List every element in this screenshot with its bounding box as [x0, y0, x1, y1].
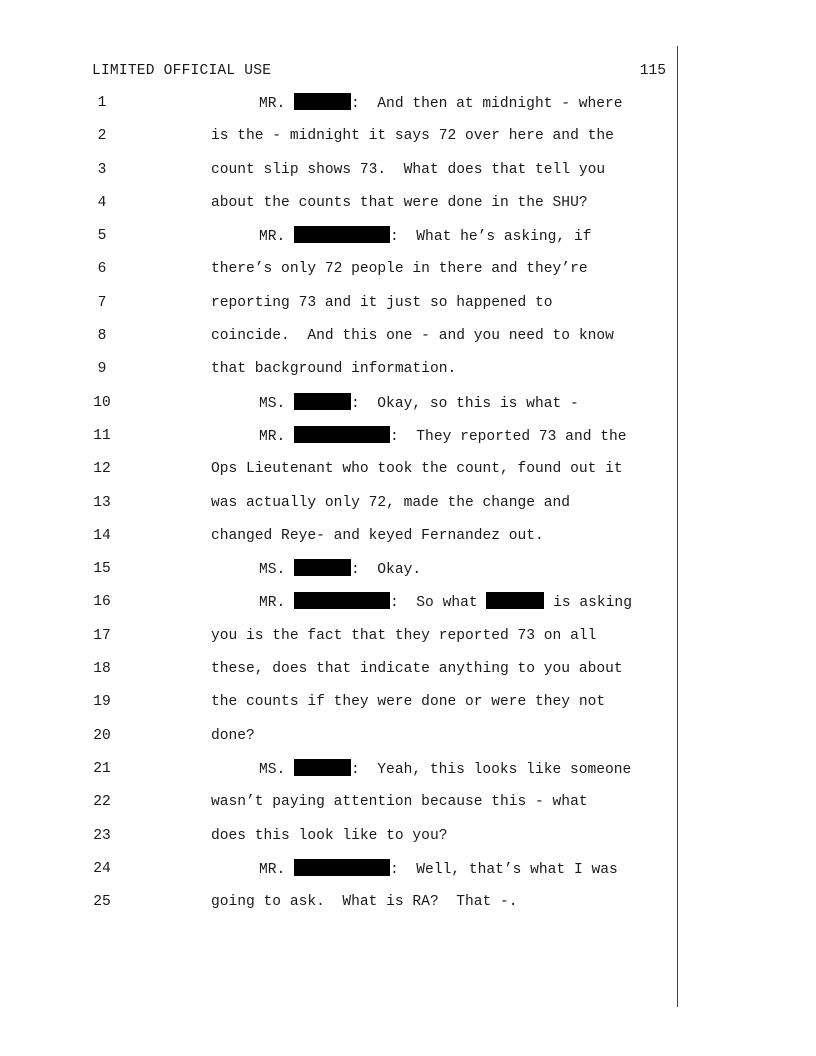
transcript-line — [0, 859, 676, 892]
line-text — [259, 426, 627, 447]
line-number: 11 — [93, 427, 111, 444]
line-number: 22 — [93, 794, 111, 811]
transcript-line — [0, 726, 676, 759]
line-text-segment: done? — [211, 727, 255, 744]
transcript-line — [0, 160, 676, 193]
transcript-line — [0, 193, 676, 226]
line-number: 25 — [93, 894, 111, 911]
line-number: 14 — [93, 527, 111, 544]
line-text — [211, 626, 596, 646]
line-number: 24 — [93, 860, 111, 877]
line-text — [259, 393, 579, 414]
line-text-segment: MS. — [259, 562, 295, 579]
line-text-segment: these, does that indicate anything to you about — [211, 661, 623, 678]
redaction-box — [294, 859, 390, 876]
transcript-line — [0, 493, 676, 526]
line-number: 3 — [97, 161, 107, 178]
transcript-line — [0, 892, 676, 925]
transcript-line — [0, 626, 676, 659]
redaction-box — [486, 592, 544, 609]
transcript-body — [0, 93, 676, 925]
line-text-segment: going to ask. What is RA? That -. — [211, 894, 518, 911]
line-number: 4 — [97, 194, 107, 211]
line-text-segment: MR. — [259, 861, 295, 878]
line-text — [211, 659, 623, 679]
transcript-line — [0, 393, 676, 426]
line-text-segment: you is the fact that they reported 73 on all — [211, 627, 597, 644]
line-text — [259, 226, 591, 247]
transcript-line — [0, 326, 676, 359]
redaction-box — [294, 759, 351, 776]
line-text — [259, 759, 631, 780]
transcript-line — [0, 126, 676, 159]
line-text — [211, 160, 605, 180]
line-text-segment: MR. — [259, 595, 295, 612]
line-text — [211, 792, 588, 812]
line-number: 19 — [93, 694, 111, 711]
line-text-segment: wasn’t paying attention because this - what — [211, 794, 588, 811]
line-text-segment: about the counts that were done in the SHU? — [211, 194, 588, 211]
line-text-segment: reporting 73 and it just so happened to — [211, 294, 553, 311]
line-text-segment: : Okay. — [351, 562, 422, 579]
line-text — [211, 126, 614, 146]
line-text-segment: : They reported 73 and the — [390, 428, 627, 445]
line-text — [211, 193, 588, 213]
redaction-box — [294, 592, 390, 609]
redaction-box — [294, 393, 351, 410]
line-number: 9 — [97, 361, 107, 378]
transcript-line — [0, 792, 676, 825]
redaction-box — [294, 93, 351, 110]
line-text-segment: : Okay, so this is what - — [351, 395, 579, 412]
line-text-segment: there’s only 72 people in there and they’re — [211, 261, 588, 278]
transcript-line — [0, 692, 676, 725]
line-number: 21 — [93, 760, 111, 777]
line-text-segment: Ops Lieutenant who took the count, found out it — [211, 461, 623, 478]
line-text-segment: : Well, that’s what I was — [390, 861, 618, 878]
transcript-line — [0, 293, 676, 326]
line-text-segment: was actually only 72, made the change and — [211, 494, 571, 511]
redaction-box — [294, 559, 351, 576]
line-text-segment: that background information. — [211, 361, 457, 378]
line-text-segment: : So what — [390, 595, 487, 612]
line-number: 16 — [93, 594, 111, 611]
transcript-line — [0, 93, 676, 126]
line-number: 10 — [93, 394, 111, 411]
transcript-line — [0, 226, 676, 259]
line-number: 12 — [93, 461, 111, 478]
redaction-box — [294, 226, 390, 243]
line-text — [211, 826, 447, 846]
transcript-line — [0, 259, 676, 292]
line-text-segment: MR. — [259, 96, 295, 112]
transcript-line — [0, 826, 676, 859]
line-text — [259, 859, 618, 880]
line-text-segment: MS. — [259, 761, 295, 778]
line-number: 7 — [97, 294, 107, 311]
line-text — [211, 259, 588, 279]
page-number: 115 — [639, 63, 666, 79]
line-number: 5 — [97, 228, 107, 245]
line-number: 23 — [93, 827, 111, 844]
transcript-line — [0, 592, 676, 625]
transcript-line — [0, 359, 676, 392]
line-text-segment: : What he’s asking, if — [390, 229, 592, 246]
line-number: 13 — [93, 494, 111, 511]
line-text — [211, 459, 623, 479]
line-text — [211, 326, 614, 346]
line-text — [211, 526, 544, 546]
line-text — [211, 293, 553, 313]
line-text-segment: coincide. And this one - and you need to know — [211, 328, 614, 345]
line-text-segment: count slip shows 73. What does that tell you — [211, 161, 606, 178]
line-text-segment: does this look like to you? — [211, 827, 448, 844]
line-number: 1 — [97, 95, 107, 111]
transcript-line — [0, 459, 676, 492]
line-number: 20 — [93, 727, 111, 744]
transcript-line — [0, 659, 676, 692]
line-text-segment: MR. — [259, 428, 295, 445]
line-text — [211, 726, 255, 746]
line-text-segment: MS. — [259, 395, 295, 412]
line-text — [211, 892, 518, 912]
line-text — [211, 359, 456, 379]
line-text-segment: is the - midnight it says 72 over here and the — [211, 128, 614, 145]
right-margin-rule — [677, 46, 678, 1007]
transcript-line — [0, 759, 676, 792]
line-number: 8 — [97, 328, 107, 345]
line-number: 18 — [93, 661, 111, 678]
line-number: 17 — [93, 627, 111, 644]
redaction-box — [294, 426, 390, 443]
classification-label: LIMITED OFFICIAL USE — [92, 63, 272, 79]
line-number: 2 — [97, 128, 107, 145]
line-number: 15 — [93, 561, 111, 578]
transcript-line — [0, 559, 676, 592]
line-text — [211, 692, 605, 712]
transcript-line — [0, 426, 676, 459]
line-text-segment: : And then at midnight - where — [351, 96, 623, 112]
line-text — [211, 493, 570, 513]
line-text — [259, 592, 632, 613]
line-text-segment: : Yeah, this looks like someone — [351, 761, 632, 778]
line-text-segment: MR. — [259, 229, 295, 246]
transcript-line — [0, 526, 676, 559]
line-text-segment: is asking — [544, 595, 632, 612]
line-text — [259, 93, 623, 114]
page-header — [92, 61, 666, 81]
line-number: 6 — [97, 261, 107, 278]
line-text-segment: the counts if they were done or were they not — [211, 694, 606, 711]
line-text — [259, 559, 421, 580]
line-text-segment: changed Reye- and keyed Fernandez out. — [211, 527, 544, 544]
